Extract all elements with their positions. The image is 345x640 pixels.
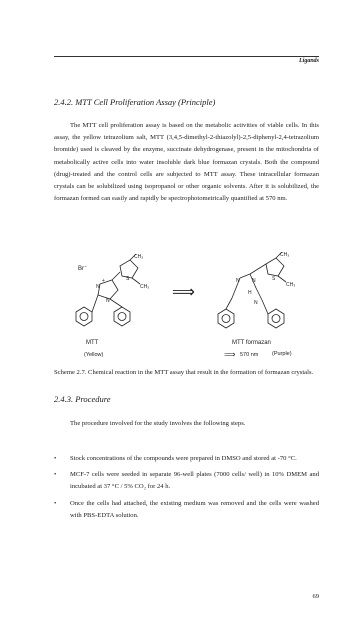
mtt-methyl-label-bottom: CH₃	[140, 284, 150, 290]
section-heading-mtt-principle: 2.4.2. MTT Cell Proliferation Assay (Principle)	[54, 97, 216, 107]
mtt-tetrazolium-ring	[98, 280, 118, 299]
formazan-atom-n1: N	[236, 278, 240, 284]
principle-paragraph: The MTT cell proliferation assay is based on the metabolic activities of viable cells. In this assay, the yellow tetrazolium salt, MTT (3,4,5-dimethyl-2-thiazolyl)-2,5-diphenyl-2,4-tetrazolium bromide) used is cleaved by the enzyme, succinate dehydrogenase, present in the mitochondria of metabolically active cells into water insoluble dark blue formazan crystals. Both the compound (drug)-treated and the control cells are subjected to MTT assay. These intracellular formazan crystals can be solubilized using isopropanol or other organic solvents. After it is solubilized, the formazan formed can easily and rapidly be spectrophotometrically quantified at 570 nm.	[54, 122, 319, 203]
page-number: 69	[312, 593, 319, 600]
procedure-step	[54, 453, 319, 465]
formazan-color-label: (Purple)	[272, 351, 292, 357]
procedure-step-text: Once the cells had attached, the existing medium was removed and the cells were washed with PBS-EDTA solution.	[70, 499, 319, 519]
formazan-atom-s: S	[272, 276, 276, 282]
mtt-atom-n1: N	[96, 284, 100, 290]
mtt-bromide-label: Br⁻	[78, 266, 88, 272]
mtt-plus-label: +	[102, 278, 105, 284]
running-head: Ligands	[298, 58, 319, 64]
bullet-glyph: •	[54, 471, 57, 479]
scheme-caption: Scheme 2.7. Chemical reaction in the MTT assay that result in the formation of formazan crystals.	[54, 369, 314, 376]
formazan-methyl-label-bottom: CH₃	[286, 282, 296, 288]
header-rule	[54, 56, 319, 57]
procedure-step	[54, 498, 319, 522]
mtt-atom-s: S	[126, 276, 130, 282]
bullet-glyph: •	[54, 499, 57, 507]
bullet-glyph: •	[54, 455, 57, 462]
wavelength-label: 570 nm	[240, 352, 259, 358]
formazan-atom-h: H	[248, 290, 252, 296]
procedure-intro: The procedure involved for the study involves the following steps.	[70, 420, 246, 427]
formazan-atom-n2: N	[252, 278, 256, 284]
formazan-structure	[218, 252, 286, 328]
formazan-phenyl-left	[218, 309, 234, 328]
section-heading-procedure: 2.4.3. Procedure	[54, 394, 111, 404]
formazan-thiazole-ring	[266, 258, 284, 276]
formazan-label: MTT formazan	[232, 340, 271, 346]
procedure-step-text: MCF-7 cells were seeded in separate 96-well plates (7000 cells/ well) in 10% DMEM and incubated at 37 °C / 5% CO₂ for 24 h.	[70, 471, 319, 491]
mtt-phenyl-left	[76, 307, 92, 326]
reaction-arrow: ⟹	[172, 284, 195, 301]
procedure-step	[54, 469, 319, 493]
mtt-methyl-label-top: CH₃	[134, 254, 144, 260]
mtt-reaction-scheme	[54, 252, 324, 364]
formazan-atom-n3: N	[254, 300, 258, 306]
wavelength-arrow: ⟹	[224, 350, 236, 359]
mtt-color-label: (Yellow)	[84, 352, 104, 358]
mtt-label: MTT	[86, 340, 99, 346]
mtt-structure	[76, 254, 140, 326]
formazan-phenyl-right	[268, 309, 284, 328]
mtt-phenyl-right	[114, 307, 130, 326]
procedure-step-text: Stock concentrations of the compounds were prepared in DMSO and stored at -70 °C.	[70, 455, 297, 462]
procedure-steps-list	[54, 453, 319, 526]
mtt-atom-n2: N	[106, 298, 110, 304]
formazan-methyl-label-top: CH₃	[280, 252, 290, 258]
